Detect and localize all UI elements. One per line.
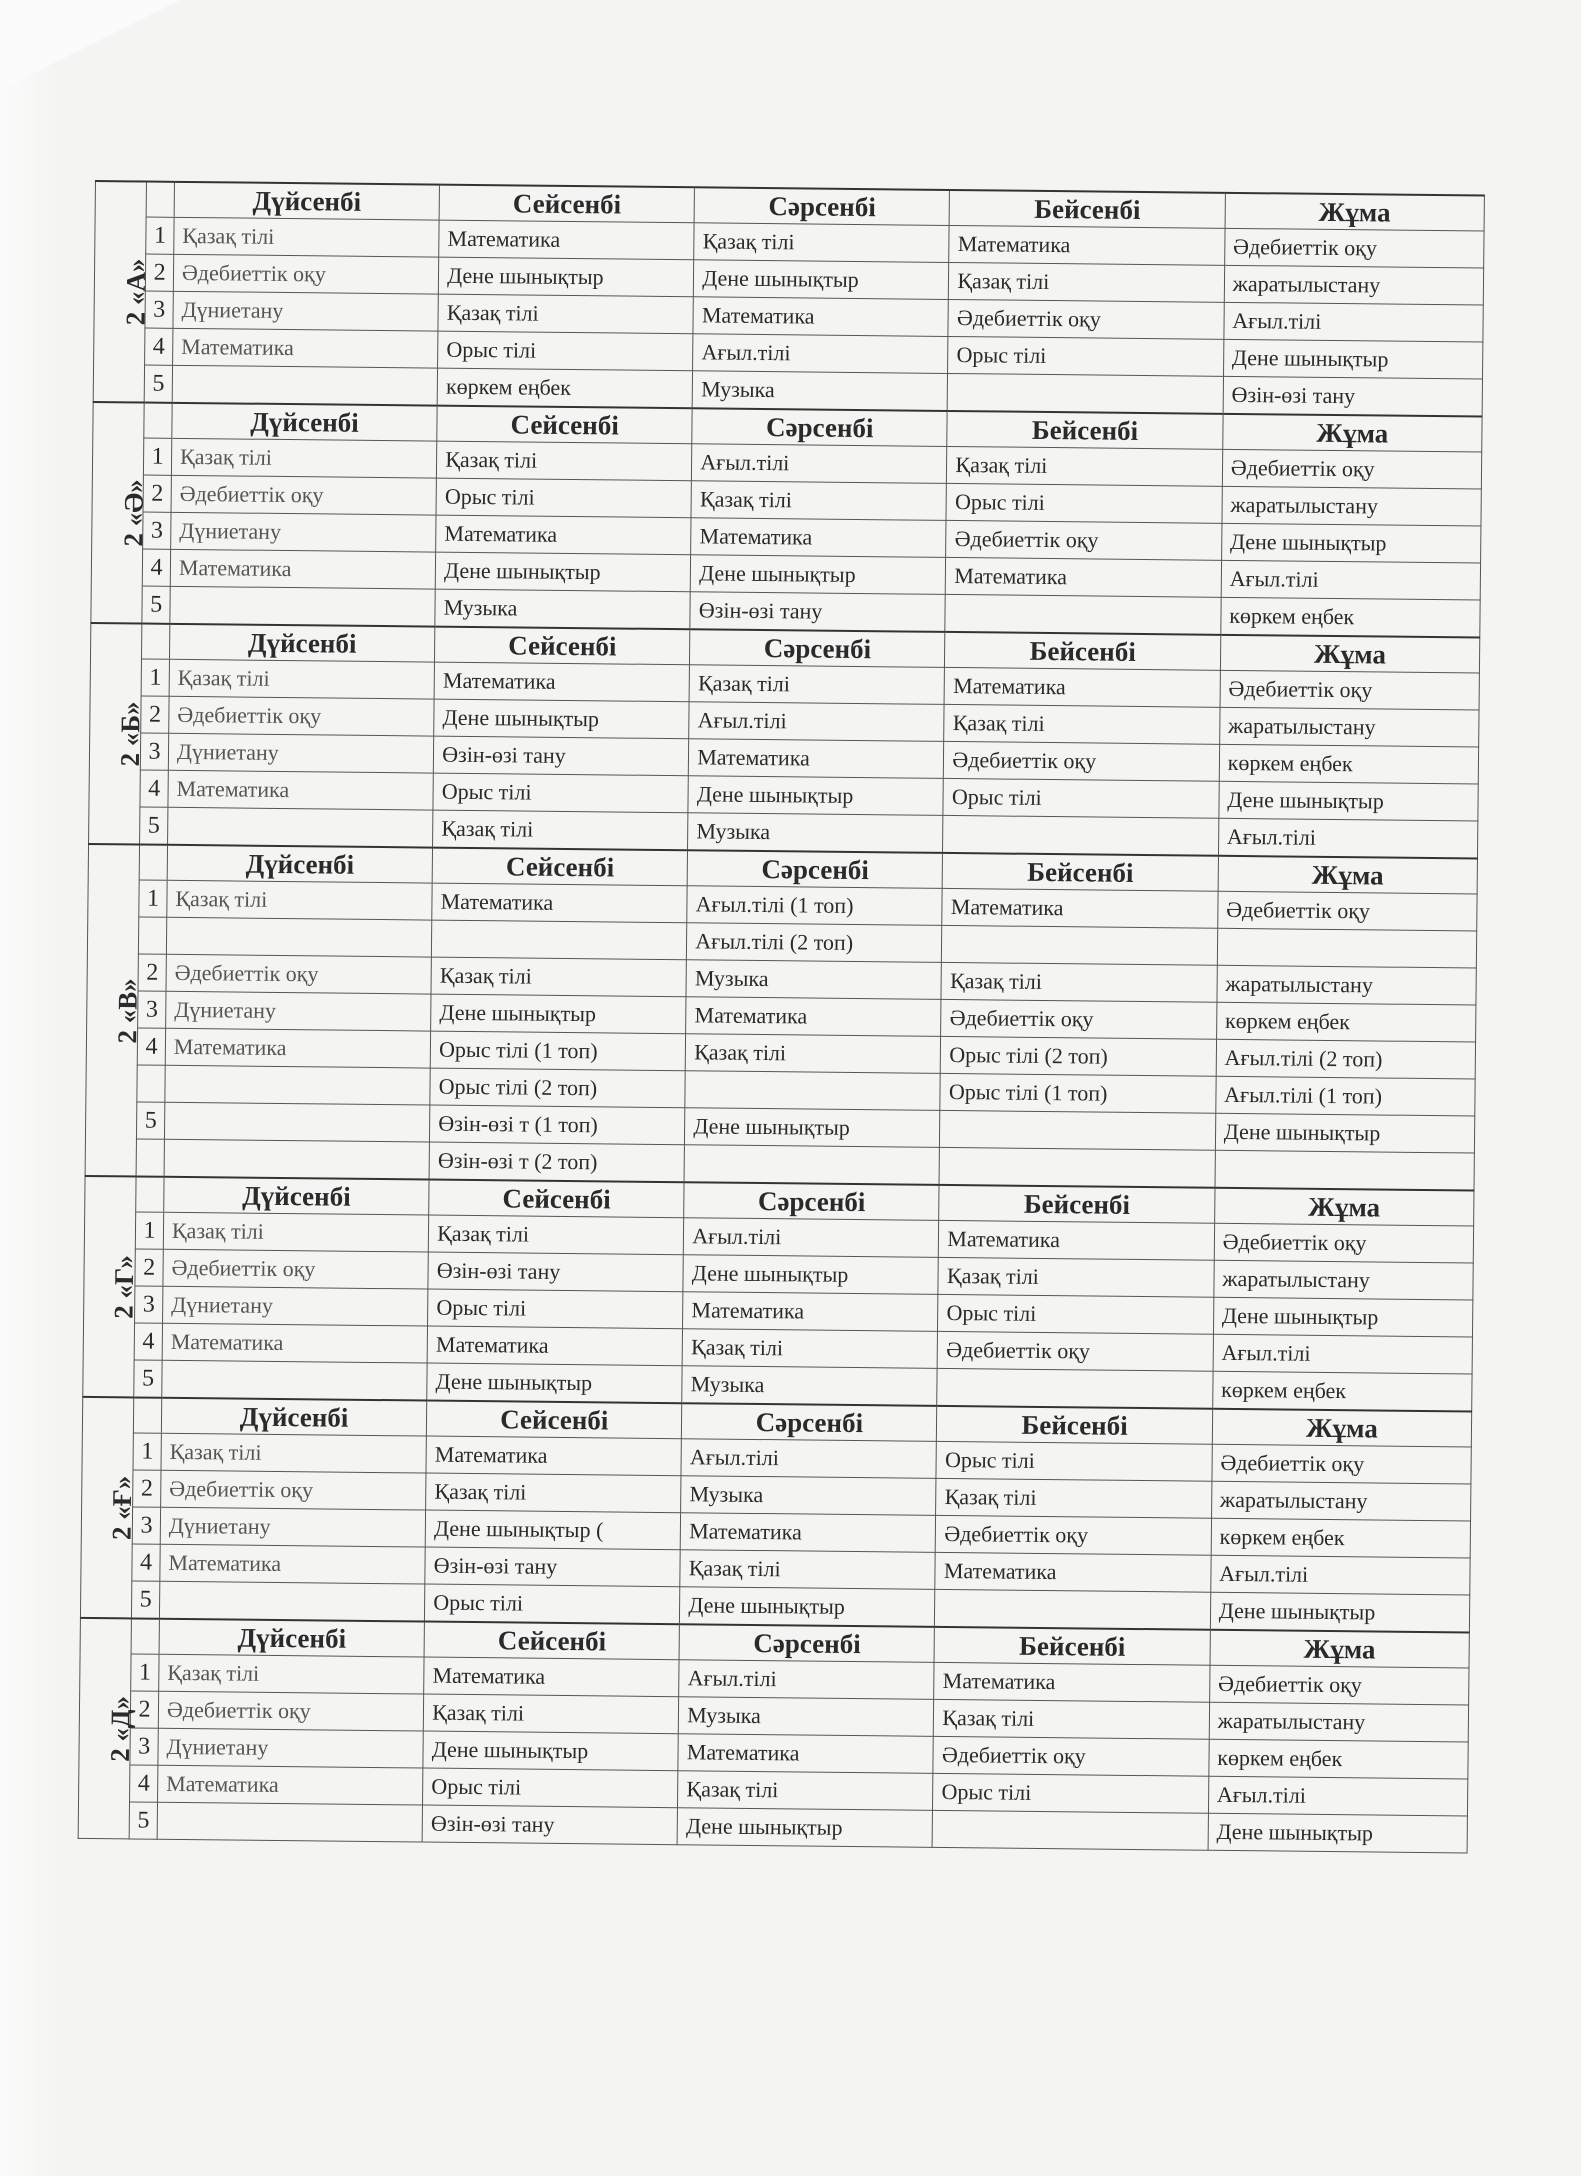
lesson-number-header bbox=[143, 403, 172, 439]
subject-cell: Әдебиеттік оқу bbox=[938, 1331, 1214, 1371]
subject-cell: Қазақ тілі bbox=[936, 1478, 1212, 1518]
subject-cell: Дене шынықтыр ( bbox=[425, 1510, 680, 1550]
day-header: Сейсенбі bbox=[432, 848, 687, 886]
lesson-number: 4 bbox=[144, 328, 173, 365]
subject-cell bbox=[935, 1589, 1211, 1629]
lesson-number: 3 bbox=[142, 512, 171, 549]
subject-cell: көркем еңбек bbox=[1216, 1002, 1476, 1042]
subject-cell: Өзін-өзі тану bbox=[428, 1252, 683, 1292]
subject-cell: Ағыл.тілі bbox=[679, 1660, 934, 1700]
lesson-number: 3 bbox=[140, 733, 169, 770]
subject-cell: Дене шынықтыр bbox=[1210, 1592, 1470, 1632]
subject-cell bbox=[172, 365, 438, 405]
subject-cell: Орыс тілі bbox=[423, 1768, 678, 1808]
subject-cell: Орыс тілі bbox=[946, 483, 1222, 523]
subject-cell: Дене шынықтыр bbox=[431, 994, 686, 1034]
subject-cell: Ағыл.тілі bbox=[684, 1218, 939, 1258]
subject-cell: Математика bbox=[939, 1220, 1215, 1260]
subject-cell: Ағыл.тілі bbox=[692, 444, 947, 484]
lesson-number-header bbox=[133, 1397, 162, 1433]
day-header: Сәрсенбі bbox=[690, 629, 945, 667]
lesson-number: 5 bbox=[141, 586, 170, 624]
subject-cell: Дене шынықтыр bbox=[1221, 523, 1481, 563]
class-label: 2 «А» bbox=[120, 258, 152, 326]
subject-cell: Ағыл.тілі bbox=[681, 1439, 936, 1479]
day-header: Сәрсенбі bbox=[679, 1624, 934, 1662]
subject-cell: Математика bbox=[693, 297, 948, 337]
subject-cell bbox=[942, 925, 1218, 965]
subject-cell: Математика bbox=[426, 1436, 681, 1476]
subject-cell: Әдебиеттік оқу bbox=[946, 520, 1222, 560]
subject-cell: Музыка bbox=[686, 960, 941, 1000]
subject-cell: Орыс тілі bbox=[938, 1294, 1214, 1334]
subject-cell: Ағыл.тілі bbox=[1211, 1555, 1471, 1595]
day-header: Сәрсенбі bbox=[684, 1182, 939, 1220]
subject-cell: Әдебиеттік оқу bbox=[1222, 449, 1482, 489]
lesson-number: 5 bbox=[139, 807, 168, 845]
subject-cell: Қазақ тілі bbox=[174, 217, 440, 257]
subject-cell: Өзін-өзі т (1 топ) bbox=[430, 1105, 685, 1145]
lesson-number: 1 bbox=[141, 659, 170, 696]
subject-cell: Дене шынықтыр bbox=[1208, 1813, 1468, 1853]
day-header: Сейсенбі bbox=[435, 627, 690, 665]
subject-cell: Дене шынықтыр bbox=[677, 1808, 932, 1848]
subject-cell: Дене шынықтыр bbox=[1215, 1113, 1475, 1153]
class-label-cell bbox=[91, 402, 149, 624]
day-header: Бейсенбі bbox=[945, 632, 1221, 670]
subject-cell: Өзін-өзі тану bbox=[422, 1805, 677, 1845]
class-label-cell bbox=[83, 1176, 140, 1398]
day-header: Дүйсенбі bbox=[167, 845, 433, 883]
lesson-number: 2 bbox=[138, 954, 167, 991]
subject-cell bbox=[943, 815, 1219, 855]
subject-cell: Орыс тілі bbox=[425, 1584, 680, 1624]
subject-cell: Математика bbox=[173, 328, 439, 368]
subject-cell: Дүниетану bbox=[160, 1507, 426, 1547]
subject-cell: Әдебиеттік оқу bbox=[936, 1515, 1212, 1555]
subject-cell: Дене шынықтыр bbox=[435, 552, 690, 592]
subject-cell: Дүниетану bbox=[173, 291, 439, 331]
subject-cell: Қазақ тілі bbox=[682, 1329, 937, 1369]
lesson-number: 4 bbox=[142, 549, 171, 586]
class-label: 2 «Г» bbox=[108, 1254, 140, 1319]
lesson-number: 2 bbox=[135, 1249, 164, 1286]
subject-cell: Әдебиеттік оқу bbox=[171, 475, 437, 515]
subject-cell: Ағыл.тілі (2 топ) bbox=[1216, 1039, 1476, 1079]
subject-cell: көркем еңбек bbox=[1221, 597, 1481, 637]
lesson-number: 2 bbox=[145, 254, 174, 291]
class-label: 2 «В» bbox=[112, 977, 143, 1044]
subject-cell: Қазақ тілі bbox=[944, 704, 1220, 744]
day-header: Дүйсенбі bbox=[159, 1619, 425, 1657]
subject-cell: Музыка bbox=[681, 1476, 936, 1516]
subject-cell: Математика bbox=[165, 1028, 431, 1068]
subject-cell: Қазақ тілі bbox=[680, 1550, 935, 1590]
subject-cell: Орыс тілі bbox=[433, 773, 688, 813]
day-header: Сәрсенбі bbox=[694, 187, 949, 225]
subject-cell: Әдебиеттік оқу bbox=[1214, 1223, 1474, 1263]
subject-cell: Қазақ тілі bbox=[694, 223, 949, 263]
lesson-number: 1 bbox=[130, 1654, 159, 1691]
subject-cell: Қазақ тілі bbox=[947, 446, 1223, 486]
day-header: Сейсенбі bbox=[437, 406, 692, 444]
lesson-number: 4 bbox=[134, 1323, 163, 1360]
subject-cell: Математика bbox=[424, 1657, 679, 1697]
lesson-number: 4 bbox=[137, 1028, 166, 1065]
day-header: Дүйсенбі bbox=[172, 403, 438, 441]
day-header: Сейсенбі bbox=[439, 185, 694, 223]
day-header: Жұма bbox=[1223, 414, 1483, 452]
subject-cell: Математика bbox=[680, 1513, 935, 1553]
subject-cell: Математика bbox=[168, 770, 434, 810]
subject-cell: Ағыл.тілі bbox=[693, 334, 948, 374]
subject-cell: Математика bbox=[170, 549, 436, 589]
subject-cell: Қазақ тілі bbox=[159, 1654, 425, 1694]
subject-cell: көркем еңбек bbox=[1212, 1371, 1472, 1411]
subject-cell: Ағыл.тілі bbox=[689, 702, 944, 742]
subject-cell: Математика bbox=[949, 225, 1225, 265]
subject-cell: Қазақ тілі bbox=[171, 438, 437, 478]
subject-cell: Қазақ тілі bbox=[686, 1034, 941, 1074]
day-header: Бейсенбі bbox=[937, 1406, 1213, 1444]
lesson-number: 1 bbox=[145, 217, 174, 254]
day-header: Сейсенбі bbox=[424, 1622, 679, 1660]
subject-cell: Математика bbox=[946, 557, 1222, 597]
day-header: Сейсенбі bbox=[429, 1180, 684, 1218]
day-header: Бейсенбі bbox=[949, 190, 1225, 228]
subject-cell: Ағыл.тілі (1 топ) bbox=[1216, 1076, 1476, 1116]
subject-cell: Математика bbox=[944, 667, 1220, 707]
lesson-number: 2 bbox=[132, 1470, 161, 1507]
subject-cell: Өзін-өзі тану bbox=[1223, 376, 1483, 416]
subject-cell: Математика bbox=[934, 1662, 1210, 1702]
subject-cell: Орыс тілі bbox=[933, 1773, 1209, 1813]
subject-cell: Дене шынықтыр bbox=[439, 257, 694, 297]
subject-cell: Әдебиеттік оқу bbox=[933, 1736, 1209, 1776]
lesson-number: 3 bbox=[145, 291, 174, 328]
subject-cell: Қазақ тілі bbox=[169, 659, 435, 699]
day-header: Жұма bbox=[1225, 193, 1485, 231]
day-header: Бейсенбі bbox=[939, 1185, 1215, 1223]
subject-cell: Ағыл.тілі bbox=[1208, 1776, 1468, 1816]
lesson-number: 5 bbox=[133, 1360, 162, 1398]
subject-cell: Әдебиеттік оқу bbox=[948, 299, 1224, 339]
subject-cell: Музыка bbox=[692, 371, 947, 411]
subject-cell bbox=[1217, 928, 1477, 968]
lesson-number: 2 bbox=[143, 475, 172, 512]
lesson-number: 4 bbox=[140, 770, 169, 807]
subject-cell: Қазақ тілі bbox=[938, 1257, 1214, 1297]
subject-cell: Орыс тілі bbox=[943, 778, 1219, 818]
subject-cell: Әдебиеттік оқу bbox=[169, 696, 435, 736]
lesson-number-header bbox=[146, 182, 175, 218]
subject-cell: Орыс тілі bbox=[936, 1441, 1212, 1481]
subject-cell: Дене шынықтыр bbox=[694, 260, 949, 300]
lesson-number: 1 bbox=[143, 438, 172, 475]
subject-cell: Дене шынықтыр bbox=[1219, 781, 1479, 821]
lesson-number-header bbox=[135, 1176, 164, 1212]
subject-cell: Қазақ тілі bbox=[167, 880, 433, 920]
subject-cell: Қазақ тілі bbox=[433, 810, 688, 850]
lesson-number: 3 bbox=[134, 1286, 163, 1323]
subject-cell bbox=[939, 1147, 1215, 1187]
class-label-cell bbox=[85, 844, 143, 1177]
lesson-number-header bbox=[141, 624, 170, 660]
lesson-number: 3 bbox=[132, 1507, 161, 1544]
subject-cell: Қазақ тілі bbox=[437, 441, 692, 481]
subject-cell: Дене шынықтыр bbox=[434, 699, 689, 739]
subject-cell: жаратылыстану bbox=[1222, 486, 1482, 526]
subject-cell: Орыс тілі (1 топ) bbox=[430, 1031, 685, 1071]
folded-page-corner bbox=[0, 0, 180, 90]
lesson-number: 3 bbox=[137, 991, 166, 1028]
subject-cell bbox=[937, 1368, 1213, 1408]
subject-cell: жаратылыстану bbox=[1224, 265, 1484, 305]
subject-cell: Әдебиеттік оқу bbox=[1217, 891, 1477, 931]
schedule-body bbox=[78, 181, 1484, 1853]
subject-cell: Қазақ тілі bbox=[941, 962, 1217, 1002]
subject-cell: Математика bbox=[942, 888, 1218, 928]
day-header: Бейсенбі bbox=[947, 411, 1223, 449]
day-header: Дүйсенбі bbox=[164, 1177, 430, 1215]
subject-cell bbox=[164, 1102, 430, 1142]
subject-cell: Математика bbox=[427, 1326, 682, 1366]
lesson-number bbox=[136, 1139, 165, 1177]
day-header: Дүйсенбі bbox=[169, 624, 435, 662]
subject-cell: Дене шынықтыр bbox=[685, 1108, 940, 1148]
subject-cell: Математика bbox=[162, 1323, 428, 1363]
day-header: Жұма bbox=[1210, 1630, 1470, 1668]
subject-cell: Орыс тілі (1 топ) bbox=[940, 1073, 1216, 1113]
subject-cell: Орыс тілі bbox=[428, 1289, 683, 1329]
subject-cell: Әдебиеттік оқу bbox=[941, 999, 1217, 1039]
subject-cell: Дене шынықтыр bbox=[1223, 339, 1483, 379]
subject-cell: Музыка bbox=[688, 813, 943, 853]
subject-cell: жаратылыстану bbox=[1217, 965, 1477, 1005]
subject-cell: Математика bbox=[439, 220, 694, 260]
subject-cell bbox=[166, 917, 432, 957]
subject-cell: Дүниетану bbox=[158, 1728, 424, 1768]
day-header: Сәрсенбі bbox=[682, 1403, 937, 1441]
subject-cell: Қазақ тілі bbox=[438, 294, 693, 334]
subject-cell: Өзін-өзі тану bbox=[425, 1547, 680, 1587]
subject-cell: Қазақ тілі bbox=[689, 665, 944, 705]
subject-cell: Өзін-өзі тану bbox=[433, 736, 688, 776]
subject-cell: Әдебиеттік оқу bbox=[1220, 670, 1480, 710]
subject-cell: Қазақ тілі bbox=[934, 1699, 1210, 1739]
subject-cell: Орыс тілі (2 топ) bbox=[430, 1068, 685, 1108]
subject-cell: Қазақ тілі bbox=[428, 1215, 683, 1255]
subject-cell: Өзін-өзі тану bbox=[690, 592, 945, 632]
subject-cell: Орыс тілі (2 топ) bbox=[941, 1036, 1217, 1076]
subject-cell: Әдебиеттік оқу bbox=[1212, 1444, 1472, 1484]
subject-cell: Орыс тілі bbox=[438, 331, 693, 371]
lesson-number-header bbox=[131, 1618, 160, 1654]
class-label-cell bbox=[80, 1397, 138, 1619]
subject-cell bbox=[170, 586, 436, 626]
day-header: Дүйсенбі bbox=[161, 1398, 427, 1436]
subject-cell: Математика bbox=[935, 1552, 1211, 1592]
subject-cell bbox=[932, 1810, 1208, 1850]
lesson-number bbox=[136, 1065, 165, 1102]
subject-cell: Математика bbox=[689, 739, 944, 779]
lesson-number: 5 bbox=[144, 365, 173, 403]
subject-cell: Математика bbox=[436, 515, 691, 555]
subject-cell: Дүниетану bbox=[162, 1286, 428, 1326]
class-label-cell bbox=[78, 1618, 136, 1839]
subject-cell: жаратылыстану bbox=[1214, 1260, 1474, 1300]
lesson-number: 1 bbox=[135, 1212, 164, 1249]
lesson-number: 2 bbox=[130, 1691, 159, 1728]
day-header: Жұма bbox=[1214, 1188, 1474, 1226]
subject-cell bbox=[157, 1802, 423, 1842]
subject-cell: жаратылыстану bbox=[1209, 1702, 1469, 1742]
subject-cell: Дене шынықтыр bbox=[680, 1587, 935, 1627]
subject-cell: Орыс тілі bbox=[948, 336, 1224, 376]
day-header: Сәрсенбі bbox=[687, 850, 942, 888]
subject-cell: Қазақ тілі bbox=[423, 1694, 678, 1734]
schedule-sheet bbox=[78, 180, 1485, 1853]
day-header: Жұма bbox=[1218, 856, 1478, 894]
subject-cell: Математика bbox=[157, 1765, 423, 1805]
subject-cell bbox=[159, 1581, 425, 1621]
subject-cell: Дене шынықтыр bbox=[427, 1363, 682, 1403]
lesson-number: 3 bbox=[130, 1728, 159, 1765]
class-label-cell bbox=[89, 623, 146, 845]
subject-cell: Ағыл.тілі bbox=[1221, 560, 1481, 600]
subject-cell: Математика bbox=[691, 518, 946, 558]
day-header: Дүйсенбі bbox=[174, 182, 440, 220]
subject-cell: Дене шынықтыр bbox=[683, 1255, 938, 1295]
subject-cell: Қазақ тілі bbox=[691, 481, 946, 521]
subject-cell bbox=[1215, 1150, 1475, 1190]
subject-cell: Дене шынықтыр bbox=[1213, 1297, 1473, 1337]
subject-cell bbox=[432, 920, 687, 960]
subject-cell bbox=[684, 1145, 939, 1185]
class-label: 2 «Ғ» bbox=[106, 1475, 138, 1541]
subject-cell bbox=[162, 1360, 428, 1400]
class-label: 2 «Ә» bbox=[118, 479, 149, 547]
subject-cell: Әдебиеттік оқу bbox=[173, 254, 439, 294]
subject-cell: Музыка bbox=[679, 1697, 934, 1737]
subject-cell: Дүниетану bbox=[166, 991, 432, 1031]
subject-cell: жаратылыстану bbox=[1211, 1481, 1471, 1521]
subject-cell: Ағыл.тілі bbox=[1224, 302, 1484, 342]
lesson-number bbox=[138, 917, 167, 954]
subject-cell: Қазақ тілі bbox=[163, 1212, 429, 1252]
subject-cell: Математика bbox=[678, 1734, 933, 1774]
subject-cell: көркем еңбек bbox=[1211, 1518, 1471, 1558]
subject-cell bbox=[167, 807, 433, 847]
subject-cell: Музыка bbox=[435, 589, 690, 629]
lesson-number: 1 bbox=[138, 880, 167, 917]
subject-cell: Қазақ тілі bbox=[431, 957, 686, 997]
subject-cell: Әдебиеттік оқу bbox=[166, 954, 432, 994]
subject-cell: Әдебиеттік оқу bbox=[1224, 228, 1484, 268]
class-label-cell bbox=[93, 181, 152, 403]
schedule-table bbox=[78, 180, 1485, 1853]
subject-cell: Дене шынықтыр bbox=[688, 776, 943, 816]
class-label: 2 «Д» bbox=[104, 1695, 136, 1762]
day-header: Жұма bbox=[1212, 1409, 1472, 1447]
subject-cell: Қазақ тілі bbox=[161, 1433, 427, 1473]
subject-cell: Дүниетану bbox=[168, 733, 434, 773]
subject-cell bbox=[685, 1071, 940, 1111]
subject-cell: көркем еңбек bbox=[437, 368, 692, 408]
subject-cell: Музыка bbox=[682, 1366, 937, 1406]
subject-cell: Математика bbox=[160, 1544, 426, 1584]
subject-cell bbox=[165, 1065, 431, 1105]
lesson-number: 4 bbox=[131, 1544, 160, 1581]
subject-cell: жаратылыстану bbox=[1219, 707, 1479, 747]
subject-cell: Математика bbox=[434, 662, 689, 702]
scanned-page-edge bbox=[0, 0, 58, 2176]
lesson-number: 5 bbox=[131, 1581, 160, 1619]
subject-cell: Ағыл.тілі bbox=[1218, 818, 1478, 858]
subject-cell: Қазақ тілі bbox=[678, 1771, 933, 1811]
subject-cell: Дене шынықтыр bbox=[691, 555, 946, 595]
day-header: Сейсенбі bbox=[427, 1401, 682, 1439]
day-header: Сәрсенбі bbox=[692, 408, 947, 446]
subject-cell: Өзін-өзі т (2 топ) bbox=[429, 1142, 684, 1182]
subject-cell bbox=[940, 1110, 1216, 1150]
subject-cell: Қазақ тілі bbox=[949, 262, 1225, 302]
subject-cell: Ағыл.тілі (2 топ) bbox=[687, 923, 942, 963]
subject-cell: Әдебиеттік оқу bbox=[944, 741, 1220, 781]
subject-cell: Әдебиеттік оқу bbox=[1209, 1665, 1469, 1705]
subject-cell: Әдебиеттік оқу bbox=[161, 1470, 427, 1510]
subject-cell: Орыс тілі bbox=[436, 478, 691, 518]
day-header: Бейсенбі bbox=[934, 1627, 1210, 1665]
day-header: Жұма bbox=[1220, 635, 1480, 673]
subject-cell bbox=[948, 373, 1224, 413]
lesson-number-header bbox=[139, 844, 168, 880]
lesson-number: 1 bbox=[133, 1433, 162, 1470]
subject-cell: Ағыл.тілі bbox=[1213, 1334, 1473, 1374]
subject-cell: Қазақ тілі bbox=[426, 1473, 681, 1513]
subject-cell: Математика bbox=[686, 997, 941, 1037]
lesson-number: 5 bbox=[136, 1102, 165, 1139]
lesson-number: 4 bbox=[129, 1765, 158, 1802]
subject-cell: көркем еңбек bbox=[1209, 1739, 1469, 1779]
subject-cell: Математика bbox=[683, 1292, 938, 1332]
subject-cell: Дүниетану bbox=[171, 512, 437, 552]
subject-cell bbox=[164, 1139, 430, 1179]
lesson-number: 2 bbox=[140, 696, 169, 733]
subject-cell: Дене шынықтыр bbox=[423, 1731, 678, 1771]
day-header: Бейсенбі bbox=[943, 853, 1219, 891]
subject-cell bbox=[945, 594, 1221, 634]
subject-cell: Математика bbox=[432, 883, 687, 923]
class-label: 2 «Б» bbox=[114, 701, 146, 767]
subject-cell: Әдебиеттік оқу bbox=[158, 1691, 424, 1731]
subject-cell: Әдебиеттік оқу bbox=[163, 1249, 429, 1289]
subject-cell: көркем еңбек bbox=[1219, 744, 1479, 784]
subject-cell: Ағыл.тілі (1 топ) bbox=[687, 886, 942, 926]
lesson-number: 5 bbox=[129, 1802, 158, 1839]
